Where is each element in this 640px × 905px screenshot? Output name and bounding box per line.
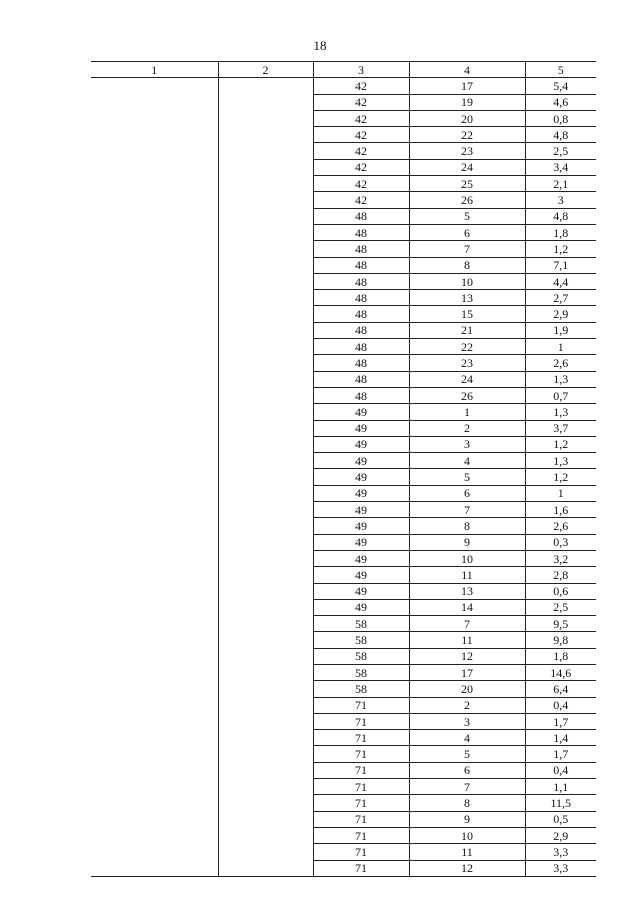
column-5-cell: 0,5	[525, 811, 596, 827]
column-4-cell: 17	[409, 664, 525, 680]
column-3-cell: 71	[313, 779, 409, 795]
column-5-cell: 9,8	[525, 632, 596, 648]
column-5-cell: 3,7	[525, 420, 596, 436]
column-3-cell: 49	[313, 550, 409, 566]
column-5-cell: 2,8	[525, 567, 596, 583]
column-3-cell: 71	[313, 746, 409, 762]
column-3-cell: 49	[313, 599, 409, 615]
column-4-cell: 14	[409, 599, 525, 615]
column-4-cell: 23	[409, 355, 525, 371]
column-4-cell: 15	[409, 306, 525, 322]
column-3-cell: 42	[313, 192, 409, 208]
column-3-cell: 48	[313, 257, 409, 273]
column-header-4: 4	[409, 62, 525, 78]
column-5-cell: 6,4	[525, 681, 596, 697]
column-3-cell: 42	[313, 110, 409, 126]
column-4-cell: 10	[409, 273, 525, 289]
column-5-cell: 1,3	[525, 404, 596, 420]
column-5-cell: 1,2	[525, 241, 596, 257]
column-3-cell: 58	[313, 632, 409, 648]
column-5-cell: 7,1	[525, 257, 596, 273]
column-5-cell: 3,4	[525, 159, 596, 175]
column-4-cell: 2	[409, 420, 525, 436]
column-2-cell	[218, 78, 313, 877]
column-4-cell: 7	[409, 779, 525, 795]
column-5-cell: 0,6	[525, 583, 596, 599]
column-5-cell: 1,1	[525, 779, 596, 795]
column-5-cell: 9,5	[525, 616, 596, 632]
column-3-cell: 48	[313, 290, 409, 306]
column-5-cell: 2,9	[525, 827, 596, 843]
column-3-cell: 49	[313, 436, 409, 452]
column-3-cell: 58	[313, 648, 409, 664]
column-3-cell: 42	[313, 176, 409, 192]
column-3-cell: 58	[313, 681, 409, 697]
column-4-cell: 26	[409, 192, 525, 208]
column-3-cell: 48	[313, 322, 409, 338]
column-4-cell: 13	[409, 290, 525, 306]
column-5-cell: 4,4	[525, 273, 596, 289]
column-3-cell: 49	[313, 502, 409, 518]
column-5-cell: 0,4	[525, 762, 596, 778]
column-4-cell: 8	[409, 257, 525, 273]
table-body	[91, 78, 596, 877]
column-5-cell: 1,3	[525, 371, 596, 387]
column-3-cell: 71	[313, 713, 409, 729]
column-4-cell: 11	[409, 844, 525, 860]
header-row	[91, 62, 596, 78]
column-3-cell: 49	[313, 534, 409, 550]
column-4-cell: 24	[409, 371, 525, 387]
column-5-cell: 4,8	[525, 127, 596, 143]
column-3-cell: 48	[313, 371, 409, 387]
column-5-cell: 2,5	[525, 143, 596, 159]
column-3-cell: 71	[313, 697, 409, 713]
column-3-cell: 48	[313, 339, 409, 355]
column-4-cell: 3	[409, 436, 525, 452]
column-4-cell: 25	[409, 176, 525, 192]
column-5-cell: 5,4	[525, 78, 596, 94]
column-4-cell: 8	[409, 795, 525, 811]
column-3-cell: 42	[313, 143, 409, 159]
column-3-cell: 49	[313, 485, 409, 501]
column-5-cell: 1,8	[525, 224, 596, 240]
column-4-cell: 7	[409, 502, 525, 518]
column-4-cell: 24	[409, 159, 525, 175]
column-4-cell: 8	[409, 518, 525, 534]
column-3-cell: 48	[313, 355, 409, 371]
column-3-cell: 71	[313, 860, 409, 876]
table-row	[91, 78, 596, 94]
column-4-cell: 22	[409, 127, 525, 143]
column-5-cell: 0,8	[525, 110, 596, 126]
column-5-cell: 0,7	[525, 387, 596, 403]
column-4-cell: 7	[409, 616, 525, 632]
column-3-cell: 42	[313, 94, 409, 110]
column-5-cell: 2,7	[525, 290, 596, 306]
column-3-cell: 49	[313, 583, 409, 599]
column-4-cell: 26	[409, 387, 525, 403]
column-3-cell: 58	[313, 664, 409, 680]
column-3-cell: 48	[313, 306, 409, 322]
column-3-cell: 49	[313, 518, 409, 534]
column-4-cell: 9	[409, 534, 525, 550]
column-3-cell: 71	[313, 795, 409, 811]
column-4-cell: 22	[409, 339, 525, 355]
column-3-cell: 49	[313, 567, 409, 583]
column-5-cell: 0,4	[525, 697, 596, 713]
column-3-cell: 48	[313, 387, 409, 403]
column-4-cell: 6	[409, 485, 525, 501]
column-5-cell: 1,6	[525, 502, 596, 518]
column-4-cell: 6	[409, 224, 525, 240]
column-5-cell: 1,7	[525, 746, 596, 762]
column-3-cell: 71	[313, 844, 409, 860]
column-4-cell: 6	[409, 762, 525, 778]
column-3-cell: 48	[313, 241, 409, 257]
column-5-cell: 1	[525, 339, 596, 355]
column-4-cell: 21	[409, 322, 525, 338]
column-5-cell: 1,7	[525, 713, 596, 729]
column-3-cell: 49	[313, 404, 409, 420]
column-5-cell: 3,3	[525, 844, 596, 860]
column-header-2: 2	[218, 62, 313, 78]
column-5-cell: 3	[525, 192, 596, 208]
column-3-cell: 71	[313, 811, 409, 827]
column-5-cell: 2,6	[525, 355, 596, 371]
data-table	[91, 61, 596, 877]
column-3-cell: 49	[313, 420, 409, 436]
column-5-cell: 11,5	[525, 795, 596, 811]
column-3-cell: 42	[313, 127, 409, 143]
column-4-cell: 10	[409, 827, 525, 843]
column-5-cell: 1,8	[525, 648, 596, 664]
column-5-cell: 1,2	[525, 436, 596, 452]
column-3-cell: 48	[313, 224, 409, 240]
column-header-1: 1	[91, 62, 218, 78]
column-header-5: 5	[525, 62, 596, 78]
column-5-cell: 3,3	[525, 860, 596, 876]
column-3-cell: 48	[313, 208, 409, 224]
column-4-cell: 1	[409, 404, 525, 420]
column-5-cell: 2,1	[525, 176, 596, 192]
column-1-cell	[91, 78, 218, 877]
column-4-cell: 10	[409, 550, 525, 566]
column-4-cell: 5	[409, 469, 525, 485]
column-4-cell: 5	[409, 208, 525, 224]
column-3-cell: 71	[313, 827, 409, 843]
column-5-cell: 1,4	[525, 730, 596, 746]
column-5-cell: 4,6	[525, 94, 596, 110]
column-header-3: 3	[313, 62, 409, 78]
column-5-cell: 2,5	[525, 599, 596, 615]
column-4-cell: 19	[409, 94, 525, 110]
column-3-cell: 71	[313, 730, 409, 746]
column-4-cell: 7	[409, 241, 525, 257]
column-5-cell: 1,2	[525, 469, 596, 485]
column-3-cell: 42	[313, 78, 409, 94]
column-4-cell: 17	[409, 78, 525, 94]
column-4-cell: 23	[409, 143, 525, 159]
column-4-cell: 4	[409, 730, 525, 746]
column-4-cell: 12	[409, 648, 525, 664]
column-4-cell: 4	[409, 453, 525, 469]
column-5-cell: 1,9	[525, 322, 596, 338]
column-4-cell: 11	[409, 632, 525, 648]
column-3-cell: 48	[313, 273, 409, 289]
column-5-cell: 3,2	[525, 550, 596, 566]
column-4-cell: 5	[409, 746, 525, 762]
column-4-cell: 3	[409, 713, 525, 729]
column-4-cell: 2	[409, 697, 525, 713]
column-4-cell: 11	[409, 567, 525, 583]
column-3-cell: 71	[313, 762, 409, 778]
column-5-cell: 14,6	[525, 664, 596, 680]
column-5-cell: 0,3	[525, 534, 596, 550]
column-3-cell: 58	[313, 616, 409, 632]
column-5-cell: 1	[525, 485, 596, 501]
column-3-cell: 49	[313, 453, 409, 469]
column-5-cell: 2,6	[525, 518, 596, 534]
column-5-cell: 1,3	[525, 453, 596, 469]
column-3-cell: 42	[313, 159, 409, 175]
page-number: 18	[313, 38, 327, 53]
column-4-cell: 20	[409, 110, 525, 126]
column-4-cell: 9	[409, 811, 525, 827]
column-4-cell: 20	[409, 681, 525, 697]
column-3-cell: 49	[313, 469, 409, 485]
column-5-cell: 4,8	[525, 208, 596, 224]
column-4-cell: 13	[409, 583, 525, 599]
column-5-cell: 2,9	[525, 306, 596, 322]
column-4-cell: 12	[409, 860, 525, 876]
